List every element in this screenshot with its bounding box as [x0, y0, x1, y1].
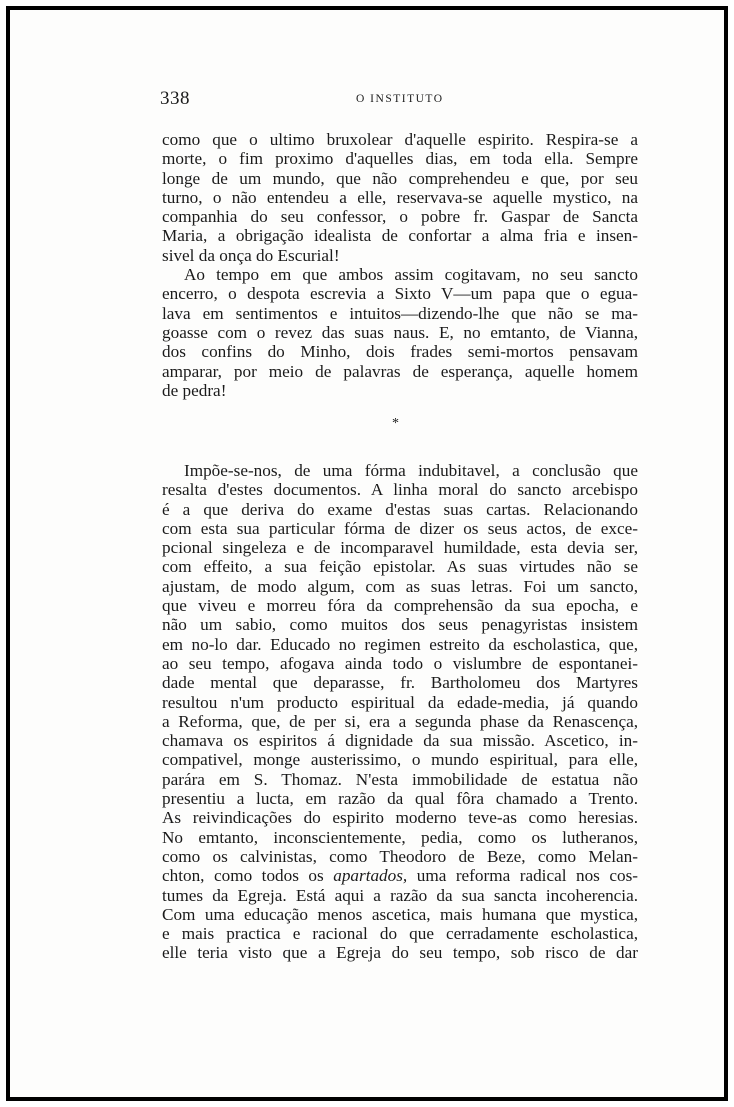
text-line: turno, o não entendeu a elle, reservava-se aquelle mystico, na: [162, 187, 638, 207]
text-line: lava em sentimentos e intuitos—dizendo-lhe que não se ma-: [162, 303, 638, 323]
text-line: que viveu e morreu fóra da comprehensão da sua epocha, e: [162, 596, 638, 616]
text-line: pcional singeleza e de incomparavel humildade, esta devia ser,: [162, 538, 638, 558]
text-line: dade mental que deparasse, fr. Bartholomeu dos Martyres: [162, 673, 638, 693]
text-line: No emtanto, inconscientemente, pedia, como os lutheranos,: [162, 827, 638, 847]
text-line: resultou n'um producto espiritual da edade-media, já quando: [162, 692, 638, 712]
page-header: [160, 88, 640, 112]
section-break-asterisk: *: [392, 416, 399, 431]
text-line: As reivindicações do espirito moderno teve-as como heresias.: [162, 808, 638, 828]
text-line: parára em S. Thomaz. N'esta immobilidade de estatua não: [162, 769, 638, 789]
text-line: morte, o fim proximo d'aquelles dias, em toda ella. Sempre: [162, 149, 638, 169]
text-line: sivel da onça do Escurial!: [162, 245, 340, 265]
text-line: Ao tempo em que ambos assim cogitavam, no seu sancto: [184, 265, 638, 285]
text-line: dos confins do Minho, dois frades semi-mortos pensavam: [162, 342, 638, 362]
text-line: longe de um mundo, que não comprehendeu e que, por seu: [162, 168, 638, 188]
text-line: como que o ultimo bruxolear d'aquelle espirito. Respira-se a: [162, 130, 638, 149]
text-line-with-italic: [162, 866, 638, 885]
text-line: a Reforma, que, de per si, era a segunda phase da Renascença,: [162, 711, 638, 731]
text-line: em no-lo dar. Educado no regimen estreito da escholastica, que,: [162, 634, 638, 654]
text-line: goasse com o revez das suas naus. E, no emtanto, de Vianna,: [162, 322, 638, 342]
text-line: ajustam, de modo algum, com as suas letras. Foi um sancto,: [162, 576, 638, 596]
text-line: Com uma educação menos ascetica, mais humana que mystica,: [162, 904, 638, 924]
text-line: elle teria visto que a Egreja do seu tempo, sob risco de dar: [162, 943, 638, 963]
italic-word: apartados,: [333, 866, 408, 886]
text-line: chamava os espiritos á dignidade da sua missão. Ascetico, in-: [162, 731, 638, 751]
text-line: resalta d'estes documentos. A linha moral do sancto arcebispo: [162, 480, 638, 500]
text-line: e mais practica e racional do que cerradamente escholastica,: [162, 924, 638, 944]
text-line: é a que deriva do exame d'estas suas cartas. Relacionando: [162, 499, 638, 519]
text-segment: chton, como todos os: [162, 866, 334, 886]
text-line: como os calvinistas, como Theodoro de Beze, como Melan-: [162, 846, 638, 866]
text-line: com esta sua particular fórma de dizer os seus actos, de exce-: [162, 518, 638, 538]
text-line: companhia do seu confessor, o pobre fr. Gaspar de Sancta: [162, 207, 638, 227]
text-line: ao seu tempo, afogava ainda todo o vislumbre de espontanei-: [162, 653, 638, 673]
text-line: encerro, o despota escrevia a Sixto V—um papa que o egua-: [162, 284, 638, 304]
text-line: tumes da Egreja. Está aqui a razão da sua sancta incoherencia.: [162, 885, 638, 905]
text-line: presentiu a lucta, em razão da qual fôra chamado a Trento.: [162, 789, 638, 809]
text-line: não um sabio, como muitos dos seus penagyristas insistem: [162, 615, 638, 635]
text-line: com effeito, a sua feição epistolar. As suas virtudes não se: [162, 557, 638, 577]
text-line: amparar, por meio de palavras de esperança, aquelle homem: [162, 361, 638, 381]
text-line: de pedra!: [162, 380, 227, 400]
text-segment: uma reforma radical nos cos-: [407, 866, 638, 886]
page-number: 338: [160, 88, 190, 109]
text-line: Impõe-se-nos, de uma fórma indubitavel, a conclusão que: [184, 461, 638, 480]
text-block-top: [162, 130, 638, 400]
text-line: Maria, a obrigação idealista de confortar a alma fria e insen-: [162, 226, 638, 246]
text-line: compativel, monge austerissimo, o mundo espiritual, para elle,: [162, 750, 638, 770]
running-title: O INSTITUTO: [356, 93, 444, 105]
text-block-bottom: [162, 461, 638, 963]
